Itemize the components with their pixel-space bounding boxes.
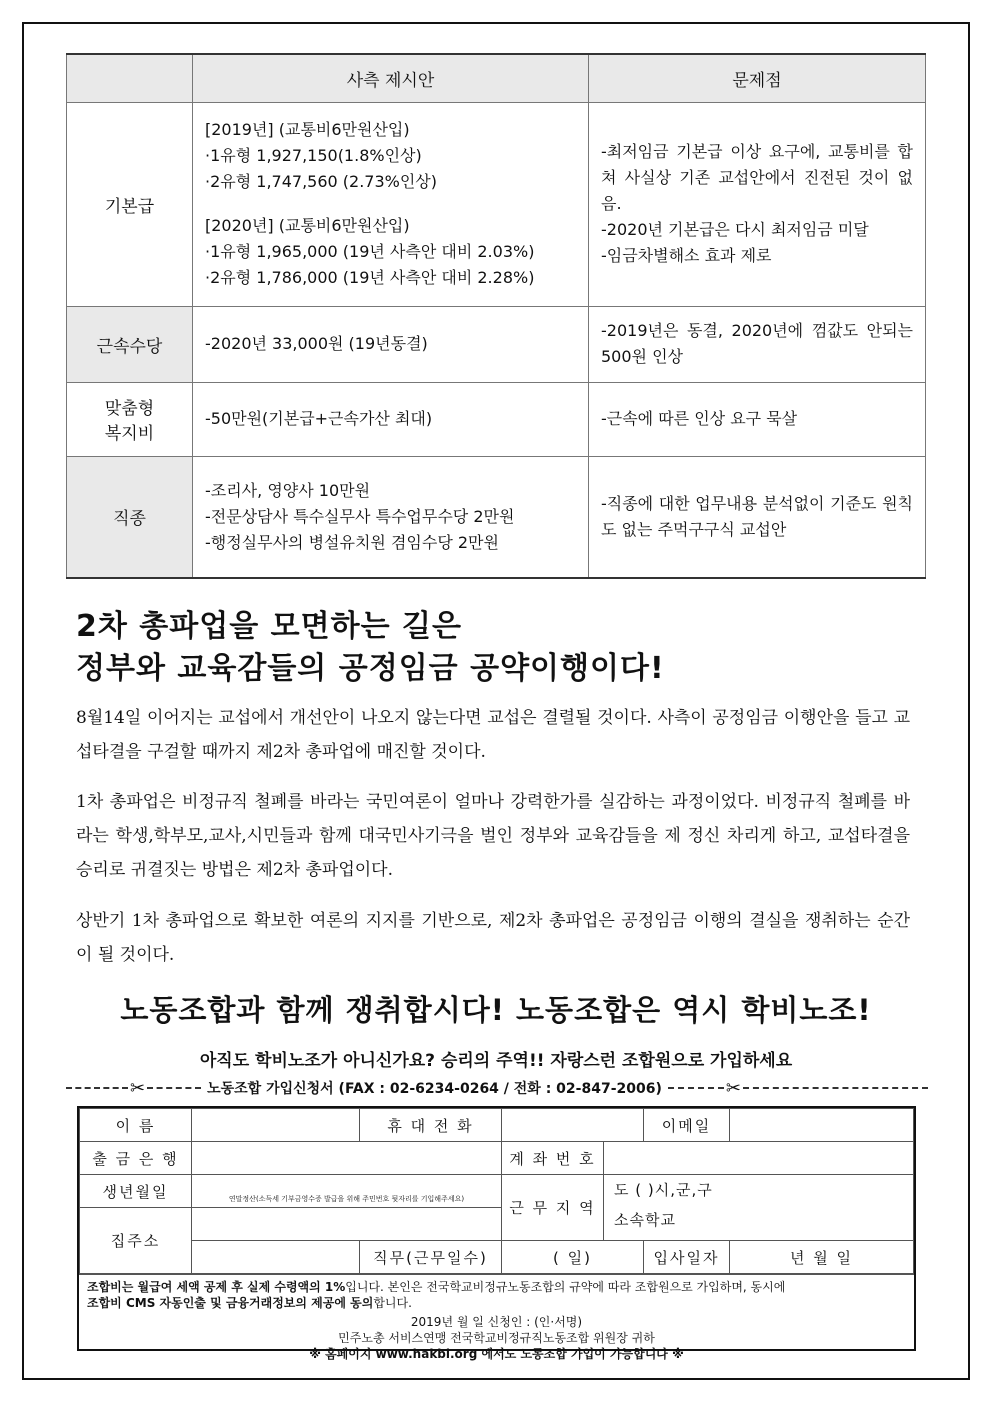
header-blank [67,54,193,102]
proposal-line: -행정실무사의 병설유치원 겸임수당 2만원 [205,532,499,552]
cut-line [66,1075,928,1101]
mobile-field[interactable] [502,1109,644,1142]
notice-text: 합니다. [373,1296,412,1310]
category-cell: 기본급 [67,102,193,306]
bank-label: 출 금 은 행 [80,1142,192,1175]
scissors-icon: ✂ [725,1077,741,1099]
notice-text: 입니다. 본인은 전국학교비정규노동조합의 규약에 따라 조합원으로 가입하며, 동시에 [345,1280,786,1294]
category-line: 복지비 [104,424,155,444]
body-paragraph: 1차 총파업은 비정규직 철폐를 바라는 국민여론이 얼마나 강력한가를 실감하는 과정이었다. 비정규직 철폐를 바라는 학생,학부모,교사,시민들과 함께 대국민사기극을 벌인 정부와 교육감들을 제 정신 차리게 하고, 교섭타결을 승리로 귀결짓는 방법은 제2차 총파업이다. [76,792,910,880]
notice-bold: 조합비 CMS 자동인출 및 금융거래정보의 제공에 동의 [87,1296,374,1310]
comparison-table [66,53,926,579]
header-problem: 문제점 [589,54,926,102]
address-field[interactable] [192,1208,502,1241]
form-title: 노동조합 가입신청서 (FAX : 02-6234-0264 / 전화 : 02-847-2006) [207,1081,662,1097]
problem-cell: -직종에 대한 업무내용 분석없이 기준도 원칙도 없는 주먹구구식 교섭안 [589,456,926,578]
dash-line [147,1087,201,1089]
problem-cell: -근속에 따른 인상 요구 묵살 [589,382,926,456]
proposal-cell: -50만원(기본급+근속가산 최대) [193,382,589,456]
scissors-icon: ✂ [130,1077,146,1099]
membership-form [77,1106,916,1361]
proposal-cell: -2020년 33,000원 (19년동결) [193,306,589,382]
homepage-notice: ※ 홈페이지 www.hakbi.org 에서도 노동조합 가입이 가능합니다 ※ [309,1347,684,1361]
headline-line-1: 2차 총파업을 모면하는 길은 [76,609,462,644]
problem-line: -2020년 기본급은 다시 최저임금 미달 [601,220,869,239]
form-row [80,1142,914,1175]
region-field[interactable] [604,1175,914,1241]
form-table [79,1108,914,1274]
problem-line: -임금차별해소 효과 제로 [601,246,772,265]
address-label: 집주소 [80,1208,192,1274]
slogan: 노동조합과 함께 쟁취합시다! 노동조합은 역시 학비노조! [120,993,872,1027]
table-row [67,102,926,306]
proposal-line: ·2유형 1,786,000 (19년 사측안 대비 2.28%) [205,268,535,287]
proposal-line: ·2유형 1,747,560 (2.73%인상) [205,172,438,191]
join-date-field[interactable]: 년 월 일 [730,1241,914,1274]
problem-cell: -2019년은 동결, 2020년에 껌값도 안되는 500원 인상 [589,306,926,382]
consent-notice [79,1274,914,1362]
table-row [67,456,926,578]
proposal-line: [2019년] (교통비6만원산입) [205,120,410,139]
dash-line [66,1087,128,1089]
dash-line [668,1087,724,1089]
category-cell [67,382,193,456]
mobile-label: 휴 대 전 화 [360,1109,502,1142]
join-date-label: 입사일자 [644,1241,730,1274]
duty-label: 직무(근무일수) [360,1241,502,1274]
account-field[interactable] [604,1142,914,1175]
school-label: 소속학교 [614,1211,676,1229]
headline [76,606,665,690]
headline-line-2: 정부와 교육감들의 공정임금 공약이행이다! [76,651,665,686]
form-row [80,1241,914,1274]
birth-label: 생년월일 [80,1175,192,1208]
work-days-field[interactable]: ( 일) [502,1241,644,1274]
signature-line[interactable]: 2019년 월 일 신청인 : (인·서명) [410,1315,583,1329]
notice-line [87,1279,906,1295]
region-label: 근 무 지 역 [502,1175,604,1241]
proposal-line: -전문상담사 특수실무사 특수업무수당 2만원 [205,506,515,526]
proposal-line: ·1유형 1,927,150(1.8%인상) [205,146,422,165]
name-label: 이 름 [80,1109,192,1142]
category-cell: 직종 [67,456,193,578]
category-cell: 근속수당 [67,306,193,382]
problem-cell [589,102,926,306]
address-field-2[interactable] [192,1241,360,1274]
category-line: 맞춤형 [104,399,155,419]
email-label: 이메일 [644,1109,730,1142]
header-proposal: 사측 제시안 [193,54,589,102]
notice-bold: 조합비는 월급여 세액 공제 후 실제 수령액의 1% [87,1280,346,1294]
dash-line [743,1087,928,1089]
proposal-line: ·1유형 1,965,000 (19년 사측안 대비 2.03%) [205,242,535,261]
email-field[interactable] [730,1109,914,1142]
body-paragraph: 상반기 1차 총파업으로 확보한 여론의 지지를 기반으로, 제2차 총파업은 공정임금 이행의 결실을 쟁취하는 순간이 될 것이다. [76,911,910,965]
form-row [80,1175,914,1208]
proposal-cell [193,456,589,578]
body-paragraph: 8월14일 이어지는 교섭에서 개선안이 나오지 않는다면 교섭은 결렬될 것이다. 사측이 공정임금 이행안을 들고 교섭타결을 구걸할 때까지 제2차 총파업에 매진할 것이다. [76,708,910,762]
join-invitation: 아직도 학비노조가 아니신가요? 승리의 주역!! 자랑스런 조합원으로 가입하세요 [199,1051,793,1071]
proposal-line: [2020년] (교통비6만원산입) [205,216,410,235]
notice-line [87,1295,906,1311]
problem-line: -최저임금 기본급 이상 요구에, 교통비를 합쳐 사실상 기존 교섭안에서 진전된 것이 없음. [601,142,913,213]
table-header-row [67,54,926,102]
proposal-line: -조리사, 영양사 10만원 [205,480,371,500]
proposal-gap [205,195,576,213]
table-row [67,382,926,456]
birth-field[interactable]: 연말정산(소득세 기부금영수증 발급을 위해 주민번호 뒷자리를 기입해주세요) [192,1175,502,1208]
account-label: 계 좌 번 호 [502,1142,604,1175]
table-row [67,306,926,382]
region-value: 도 ( )시,군,구 [614,1181,713,1199]
addressee: 민주노총 서비스연맹 전국학교비정규직노동조합 위원장 귀하 [338,1331,655,1345]
proposal-cell [193,102,589,306]
form-row [80,1109,914,1142]
name-field[interactable] [192,1109,360,1142]
bank-field[interactable] [192,1142,502,1175]
